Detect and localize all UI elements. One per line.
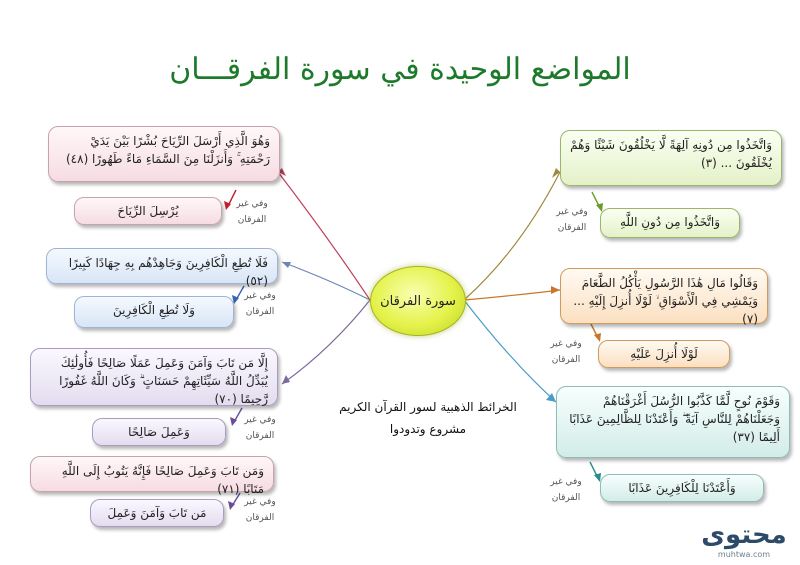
right-compare-box-1 [600,208,740,238]
logo-text: محتوى [701,520,787,550]
page-title: المواضع الوحيدة في سورة الفرقـــان [169,52,631,87]
right-note-2: وفي غير الفرقان [550,339,582,365]
connector-right-1 [464,172,560,300]
right-verse-box-1 [560,130,782,186]
left-note-2: وفي غير الفرقان [244,291,276,317]
left-compare-box-2 [74,296,234,328]
left-verse-text-2: فَلَا تُطِعِ الْكَافِرِينَ وَجَاهِدْهُم بِهِ جِهَادًا كَبِيرًا (٥٢) [68,256,268,288]
left-compare-text-1: يُرْسِلَ الرِّيَاحَ [117,204,179,218]
right-verse-box-3 [556,386,790,458]
connector-left-3 [282,300,370,384]
left-verse-box-1 [48,126,280,182]
left-compare-box-3 [92,418,226,446]
connector-right-3 [464,300,556,402]
project-line-1: الخرائط الذهبية لسور القرآن الكريم [339,400,517,414]
left-verse-text-3: إِلَّا مَن تَابَ وَآمَنَ وَعَمِلَ عَمَلًا صَالِحًا فَأُولَٰئِكَ يُبَدِّلُ اللَّهُ سَيِّئَاتِهِمْ حَسَنَاتٍ ۗ وَكَانَ اللَّهُ غَفُورًا رَّحِيمًا (٧٠) [59,356,268,406]
right-verse-box-2 [560,268,768,324]
left-verse-box-4 [30,456,274,496]
right-compare-text-3: وَأَعْتَدْنَا لِلْكَافِرِينَ عَذَابًا [628,481,736,495]
left-verse-text-1: وَهُوَ الَّذِي أَرْسَلَ الرِّيَاحَ بُشْرًا بَيْنَ يَدَيْ رَحْمَتِهِ ۚ وَأَنزَلْنَا مِنَ السَّمَاءِ مَاءً طَهُورًا (٤٨) [65,134,270,166]
right-compare-text-1: وَاتَّخَذُوا مِن دُونِ اللَّهِ [620,215,720,229]
right-verse-text-2: وَقَالُوا مَالِ هَٰذَا الرَّسُولِ يَأْكُلُ الطَّعَامَ وَيَمْشِي فِي الْأَسْوَاقِ ۙ لَوْلَا أُنزِلَ إِلَيْهِ ... (٧) [573,276,758,326]
right-verse-text-3: وَقَوْمَ نُوحٍ لَّمَّا كَذَّبُوا الرُّسُلَ أَغْرَقْنَاهُمْ وَجَعَلْنَاهُمْ لِلنَّاسِ آيَةً ۖ وَأَعْتَدْنَا لِلظَّالِمِينَ عَذَابًا أَلِيمًا (٣٧) [569,394,780,444]
left-compare-text-3: وَعَمِلَ صَالِحًا [128,425,190,439]
connector-right-2 [464,290,560,300]
left-note-4: وفي غير الفرقان [244,497,276,523]
right-note-1: وفي غير الفرقان [556,207,588,233]
right-compare-box-3 [600,474,764,502]
project-caption [330,396,526,440]
left-compare-text-4: مَن تَابَ وَآمَنَ وَعَمِلَ [107,506,207,520]
right-compare-box-2 [598,340,730,368]
left-compare-box-1 [74,197,222,225]
left-verse-text-4: وَمَن تَابَ وَعَمِلَ صَالِحًا فَإِنَّهُ يَتُوبُ إِلَى اللَّهِ مَتَابًا (٧١) [61,464,264,496]
left-verse-box-3 [30,348,278,406]
right-note-3: وفي غير الفرقان [550,477,582,503]
connector-left-1 [278,172,370,300]
right-compare-text-2: لَوْلَا أُنزِلَ عَلَيْهِ [630,347,698,361]
left-verse-box-2 [46,248,278,288]
left-note-3: وفي غير الفرقان [244,415,276,441]
left-compare-box-4 [90,499,224,527]
right-verse-text-1: وَاتَّخَذُوا مِن دُونِهِ آلِهَةً لَّا يَخْلُقُونَ شَيْئًا وَهُمْ يُخْلَقُونَ ... (٣) [570,138,772,170]
left-note-1: وفي غير الفرقان [236,199,268,225]
logo-url: muhtwa.com [717,550,771,559]
site-logo [694,520,794,562]
left-compare-text-2: وَلَا تُطِعِ الْكَافِرِينَ [113,303,195,317]
center-label: سورة الفرقان [380,293,456,309]
project-line-2: مشروع وتدودوا [389,422,467,436]
center-node [370,266,466,336]
